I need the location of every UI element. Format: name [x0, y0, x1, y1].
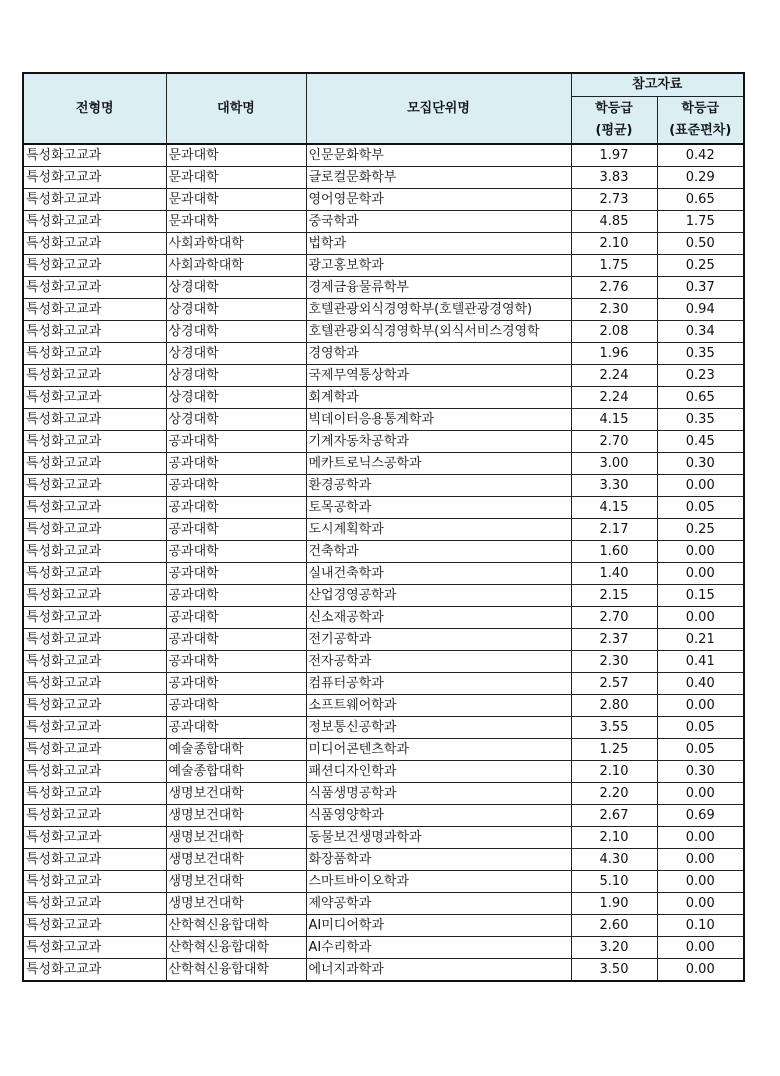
- cell-recruitment-unit: 도시계획학과: [306, 519, 571, 541]
- cell-college: 생명보건대학: [166, 871, 306, 893]
- cell-admission-type: 특성화고교과: [23, 827, 166, 849]
- cell-grade-stddev: 0.69: [657, 805, 744, 827]
- cell-grade-stddev: 0.05: [657, 739, 744, 761]
- cell-admission-type: 특성화고교과: [23, 365, 166, 387]
- cell-admission-type: 특성화고교과: [23, 453, 166, 475]
- cell-grade-stddev: 0.00: [657, 607, 744, 629]
- cell-admission-type: 특성화고교과: [23, 585, 166, 607]
- cell-grade-average: 2.24: [571, 387, 657, 409]
- cell-college: 사회과학대학: [166, 255, 306, 277]
- cell-admission-type: 특성화고교과: [23, 211, 166, 233]
- table-row: [23, 541, 744, 563]
- cell-admission-type: 특성화고교과: [23, 673, 166, 695]
- cell-college: 공과대학: [166, 717, 306, 739]
- cell-college: 상경대학: [166, 409, 306, 431]
- cell-grade-stddev: 0.50: [657, 233, 744, 255]
- cell-admission-type: 특성화고교과: [23, 563, 166, 585]
- cell-college: 문과대학: [166, 211, 306, 233]
- cell-grade-average: 2.80: [571, 695, 657, 717]
- table-row: [23, 607, 744, 629]
- header-grade-stddev-line1: 학등급: [681, 101, 720, 116]
- cell-recruitment-unit: AI미디어학과: [306, 915, 571, 937]
- table-row: [23, 585, 744, 607]
- table-row: [23, 343, 744, 365]
- cell-admission-type: 특성화고교과: [23, 937, 166, 959]
- cell-grade-stddev: 0.10: [657, 915, 744, 937]
- table-row: [23, 915, 744, 937]
- table-row: [23, 387, 744, 409]
- cell-admission-type: 특성화고교과: [23, 607, 166, 629]
- cell-college: 산학혁신융합대학: [166, 915, 306, 937]
- cell-grade-average: 5.10: [571, 871, 657, 893]
- cell-college: 사회과학대학: [166, 233, 306, 255]
- cell-admission-type: 특성화고교과: [23, 497, 166, 519]
- cell-college: 공과대학: [166, 585, 306, 607]
- cell-grade-stddev: 0.00: [657, 541, 744, 563]
- cell-college: 상경대학: [166, 277, 306, 299]
- header-college: 대학명: [166, 73, 306, 144]
- cell-grade-stddev: 0.30: [657, 453, 744, 475]
- cell-admission-type: 특성화고교과: [23, 343, 166, 365]
- cell-recruitment-unit: 환경공학과: [306, 475, 571, 497]
- cell-grade-stddev: 0.00: [657, 475, 744, 497]
- cell-college: 공과대학: [166, 651, 306, 673]
- cell-grade-stddev: 0.00: [657, 849, 744, 871]
- cell-recruitment-unit: 동물보건생명과학과: [306, 827, 571, 849]
- cell-grade-stddev: 0.05: [657, 717, 744, 739]
- cell-college: 문과대학: [166, 167, 306, 189]
- cell-recruitment-unit: 토목공학과: [306, 497, 571, 519]
- table-row: [23, 144, 744, 167]
- cell-grade-average: 3.55: [571, 717, 657, 739]
- cell-grade-stddev: 0.45: [657, 431, 744, 453]
- cell-grade-average: 2.10: [571, 761, 657, 783]
- cell-grade-stddev: 0.41: [657, 651, 744, 673]
- cell-admission-type: 특성화고교과: [23, 167, 166, 189]
- cell-grade-stddev: 0.00: [657, 959, 744, 982]
- table-row: [23, 189, 744, 211]
- cell-admission-type: 특성화고교과: [23, 255, 166, 277]
- table-row: [23, 409, 744, 431]
- cell-recruitment-unit: 전자공학과: [306, 651, 571, 673]
- table-row: [23, 255, 744, 277]
- cell-grade-average: 3.00: [571, 453, 657, 475]
- cell-recruitment-unit: 소프트웨어학과: [306, 695, 571, 717]
- cell-recruitment-unit: 빅데이터응용통계학과: [306, 409, 571, 431]
- cell-grade-average: 2.70: [571, 431, 657, 453]
- cell-admission-type: 특성화고교과: [23, 717, 166, 739]
- cell-grade-stddev: 0.25: [657, 255, 744, 277]
- cell-grade-stddev: 0.00: [657, 563, 744, 585]
- cell-admission-type: 특성화고교과: [23, 541, 166, 563]
- table-row: [23, 519, 744, 541]
- cell-admission-type: 특성화고교과: [23, 277, 166, 299]
- cell-grade-stddev: 0.05: [657, 497, 744, 519]
- cell-recruitment-unit: 호텔관광외식경영학부(외식서비스경영학: [306, 321, 571, 343]
- cell-college: 공과대학: [166, 607, 306, 629]
- cell-grade-stddev: 0.42: [657, 144, 744, 167]
- cell-recruitment-unit: AI수리학과: [306, 937, 571, 959]
- cell-grade-average: 2.37: [571, 629, 657, 651]
- cell-grade-stddev: 0.65: [657, 387, 744, 409]
- cell-grade-stddev: 0.21: [657, 629, 744, 651]
- cell-admission-type: 특성화고교과: [23, 299, 166, 321]
- cell-recruitment-unit: 화장품학과: [306, 849, 571, 871]
- cell-college: 산학혁신융합대학: [166, 959, 306, 982]
- cell-recruitment-unit: 광고홍보학과: [306, 255, 571, 277]
- cell-grade-average: 2.76: [571, 277, 657, 299]
- cell-college: 상경대학: [166, 365, 306, 387]
- cell-recruitment-unit: 실내건축학과: [306, 563, 571, 585]
- cell-college: 생명보건대학: [166, 805, 306, 827]
- table-row: [23, 167, 744, 189]
- cell-recruitment-unit: 전기공학과: [306, 629, 571, 651]
- cell-college: 상경대학: [166, 299, 306, 321]
- cell-grade-average: 3.30: [571, 475, 657, 497]
- cell-college: 공과대학: [166, 629, 306, 651]
- cell-grade-average: 1.25: [571, 739, 657, 761]
- cell-grade-stddev: 1.75: [657, 211, 744, 233]
- cell-recruitment-unit: 회계학과: [306, 387, 571, 409]
- cell-grade-stddev: 0.00: [657, 893, 744, 915]
- cell-college: 예술종합대학: [166, 739, 306, 761]
- cell-grade-stddev: 0.35: [657, 343, 744, 365]
- table-row: [23, 937, 744, 959]
- cell-admission-type: 특성화고교과: [23, 739, 166, 761]
- table-row: [23, 805, 744, 827]
- cell-recruitment-unit: 경영학과: [306, 343, 571, 365]
- cell-grade-stddev: 0.00: [657, 937, 744, 959]
- table-row: [23, 563, 744, 585]
- cell-grade-average: 2.10: [571, 233, 657, 255]
- cell-grade-average: 1.97: [571, 144, 657, 167]
- cell-grade-average: 1.60: [571, 541, 657, 563]
- cell-college: 예술종합대학: [166, 761, 306, 783]
- cell-grade-average: 2.10: [571, 827, 657, 849]
- table-row: [23, 959, 744, 982]
- cell-admission-type: 특성화고교과: [23, 144, 166, 167]
- cell-grade-stddev: 0.23: [657, 365, 744, 387]
- cell-college: 생명보건대학: [166, 849, 306, 871]
- cell-grade-stddev: 0.30: [657, 761, 744, 783]
- cell-college: 공과대학: [166, 673, 306, 695]
- table-row: [23, 761, 744, 783]
- cell-college: 공과대학: [166, 453, 306, 475]
- cell-grade-average: 3.83: [571, 167, 657, 189]
- cell-recruitment-unit: 메카트로닉스공학과: [306, 453, 571, 475]
- cell-grade-stddev: 0.65: [657, 189, 744, 211]
- table-row: [23, 233, 744, 255]
- cell-grade-stddev: 0.00: [657, 871, 744, 893]
- header-grade-stddev: [657, 97, 744, 145]
- cell-grade-average: 4.15: [571, 497, 657, 519]
- cell-recruitment-unit: 에너지과학과: [306, 959, 571, 982]
- cell-college: 문과대학: [166, 144, 306, 167]
- cell-recruitment-unit: 호텔관광외식경영학부(호텔관광경영학): [306, 299, 571, 321]
- table-row: [23, 475, 744, 497]
- cell-grade-average: 3.20: [571, 937, 657, 959]
- cell-grade-average: 2.70: [571, 607, 657, 629]
- header-grade-average: [571, 97, 657, 145]
- cell-grade-stddev: 0.00: [657, 827, 744, 849]
- cell-college: 생명보건대학: [166, 893, 306, 915]
- cell-grade-stddev: 0.34: [657, 321, 744, 343]
- cell-grade-stddev: 0.00: [657, 695, 744, 717]
- admission-grade-table: [22, 72, 745, 982]
- cell-grade-stddev: 0.37: [657, 277, 744, 299]
- cell-recruitment-unit: 식품영양학과: [306, 805, 571, 827]
- cell-recruitment-unit: 산업경영공학과: [306, 585, 571, 607]
- cell-grade-average: 2.15: [571, 585, 657, 607]
- cell-recruitment-unit: 법학과: [306, 233, 571, 255]
- header-reference-group: 참고자료: [571, 73, 744, 97]
- cell-admission-type: 특성화고교과: [23, 629, 166, 651]
- cell-recruitment-unit: 인문문화학부: [306, 144, 571, 167]
- cell-grade-average: 2.20: [571, 783, 657, 805]
- table-row: [23, 849, 744, 871]
- cell-admission-type: 특성화고교과: [23, 475, 166, 497]
- cell-grade-average: 1.75: [571, 255, 657, 277]
- cell-recruitment-unit: 국제무역통상학과: [306, 365, 571, 387]
- cell-recruitment-unit: 패션디자인학과: [306, 761, 571, 783]
- cell-college: 문과대학: [166, 189, 306, 211]
- cell-recruitment-unit: 미디어콘텐츠학과: [306, 739, 571, 761]
- table-row: [23, 827, 744, 849]
- cell-college: 공과대학: [166, 519, 306, 541]
- cell-grade-stddev: 0.94: [657, 299, 744, 321]
- table-row: [23, 673, 744, 695]
- table-row: [23, 893, 744, 915]
- cell-admission-type: 특성화고교과: [23, 233, 166, 255]
- cell-recruitment-unit: 제약공학과: [306, 893, 571, 915]
- table-row: [23, 629, 744, 651]
- cell-admission-type: 특성화고교과: [23, 871, 166, 893]
- cell-college: 생명보건대학: [166, 783, 306, 805]
- cell-grade-average: 2.30: [571, 651, 657, 673]
- cell-admission-type: 특성화고교과: [23, 915, 166, 937]
- table-row: [23, 695, 744, 717]
- cell-grade-stddev: 0.35: [657, 409, 744, 431]
- cell-grade-average: 2.67: [571, 805, 657, 827]
- cell-grade-average: 2.30: [571, 299, 657, 321]
- cell-recruitment-unit: 건축학과: [306, 541, 571, 563]
- cell-grade-average: 1.90: [571, 893, 657, 915]
- cell-admission-type: 특성화고교과: [23, 893, 166, 915]
- table-row: [23, 783, 744, 805]
- cell-admission-type: 특성화고교과: [23, 519, 166, 541]
- cell-grade-stddev: 0.00: [657, 783, 744, 805]
- cell-college: 상경대학: [166, 387, 306, 409]
- cell-recruitment-unit: 스마트바이오학과: [306, 871, 571, 893]
- cell-college: 공과대학: [166, 475, 306, 497]
- cell-admission-type: 특성화고교과: [23, 431, 166, 453]
- cell-recruitment-unit: 중국학과: [306, 211, 571, 233]
- cell-grade-stddev: 0.29: [657, 167, 744, 189]
- cell-grade-average: 1.40: [571, 563, 657, 585]
- table-body: [23, 144, 744, 981]
- cell-admission-type: 특성화고교과: [23, 849, 166, 871]
- cell-admission-type: 특성화고교과: [23, 959, 166, 982]
- cell-grade-stddev: 0.25: [657, 519, 744, 541]
- cell-college: 공과대학: [166, 497, 306, 519]
- cell-grade-average: 2.17: [571, 519, 657, 541]
- cell-admission-type: 특성화고교과: [23, 409, 166, 431]
- cell-grade-stddev: 0.40: [657, 673, 744, 695]
- header-recruitment-unit: 모집단위명: [306, 73, 571, 144]
- cell-college: 공과대학: [166, 563, 306, 585]
- cell-recruitment-unit: 컴퓨터공학과: [306, 673, 571, 695]
- cell-college: 상경대학: [166, 321, 306, 343]
- table-row: [23, 453, 744, 475]
- cell-grade-average: 4.15: [571, 409, 657, 431]
- cell-grade-average: 2.08: [571, 321, 657, 343]
- cell-grade-average: 2.60: [571, 915, 657, 937]
- cell-recruitment-unit: 기계자동차공학과: [306, 431, 571, 453]
- cell-college: 생명보건대학: [166, 827, 306, 849]
- cell-grade-average: 4.85: [571, 211, 657, 233]
- table-row: [23, 211, 744, 233]
- cell-grade-average: 2.73: [571, 189, 657, 211]
- cell-grade-average: 4.30: [571, 849, 657, 871]
- cell-recruitment-unit: 글로컬문화학부: [306, 167, 571, 189]
- table-row: [23, 321, 744, 343]
- cell-recruitment-unit: 경제금융물류학부: [306, 277, 571, 299]
- table-row: [23, 871, 744, 893]
- cell-recruitment-unit: 신소재공학과: [306, 607, 571, 629]
- header-grade-average-line2: (평균): [595, 123, 633, 138]
- table-row: [23, 299, 744, 321]
- cell-admission-type: 특성화고교과: [23, 783, 166, 805]
- table-row: [23, 277, 744, 299]
- cell-recruitment-unit: 영어영문학과: [306, 189, 571, 211]
- cell-college: 공과대학: [166, 431, 306, 453]
- cell-admission-type: 특성화고교과: [23, 805, 166, 827]
- cell-grade-average: 2.57: [571, 673, 657, 695]
- table-row: [23, 651, 744, 673]
- cell-admission-type: 특성화고교과: [23, 321, 166, 343]
- table-row: [23, 431, 744, 453]
- cell-college: 공과대학: [166, 541, 306, 563]
- cell-grade-average: 2.24: [571, 365, 657, 387]
- cell-recruitment-unit: 식품생명공학과: [306, 783, 571, 805]
- table-row: [23, 497, 744, 519]
- cell-grade-average: 3.50: [571, 959, 657, 982]
- table-row: [23, 717, 744, 739]
- cell-grade-stddev: 0.15: [657, 585, 744, 607]
- table-row: [23, 365, 744, 387]
- table-row: [23, 739, 744, 761]
- cell-admission-type: 특성화고교과: [23, 695, 166, 717]
- header-grade-average-line1: 학등급: [595, 101, 633, 116]
- header-grade-stddev-line2: (표준편차): [669, 123, 732, 138]
- cell-college: 상경대학: [166, 343, 306, 365]
- cell-admission-type: 특성화고교과: [23, 761, 166, 783]
- table-header: [23, 73, 744, 144]
- cell-admission-type: 특성화고교과: [23, 651, 166, 673]
- cell-admission-type: 특성화고교과: [23, 387, 166, 409]
- cell-recruitment-unit: 정보통신공학과: [306, 717, 571, 739]
- cell-admission-type: 특성화고교과: [23, 189, 166, 211]
- cell-college: 공과대학: [166, 695, 306, 717]
- cell-college: 산학혁신융합대학: [166, 937, 306, 959]
- cell-grade-average: 1.96: [571, 343, 657, 365]
- header-admission-type: 전형명: [23, 73, 166, 144]
